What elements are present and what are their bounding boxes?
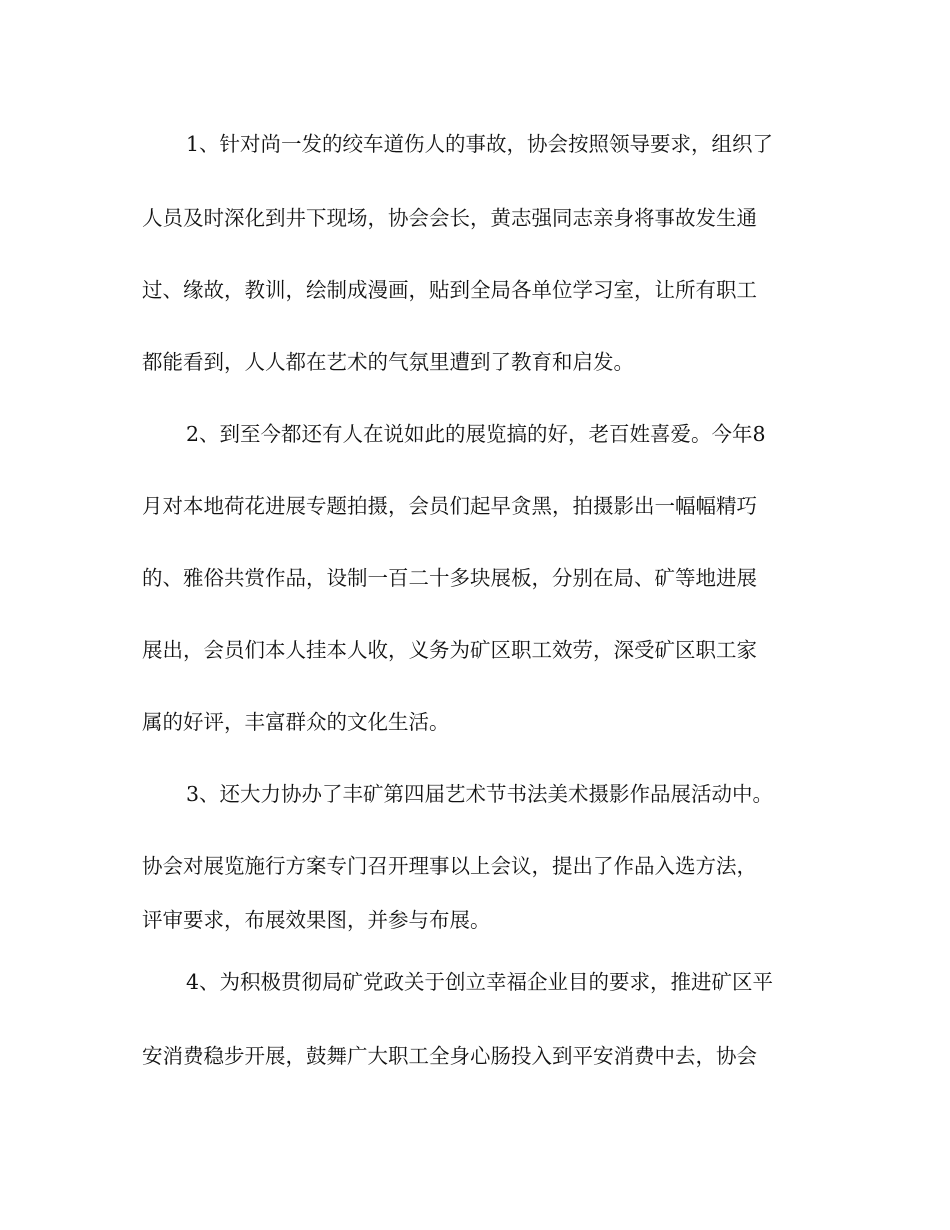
paragraph-1-line-2: 人员及时深化到井下现场，协会会长，黄志强同志亲身将事故发生通 <box>142 206 757 230</box>
paragraph-4-line-1: 4、为积极贯彻局矿党政关于创立幸福企业目的要求，推进矿区平 <box>186 970 774 994</box>
paragraph-2-line-5: 属的好评，丰富群众的文化生活。 <box>142 710 450 734</box>
paragraph-3-line-2: 协会对展览施行方案专门召开理事以上会议，提出了作品入选方法， <box>142 854 757 878</box>
paragraph-1-line-3: 过、缘故，教训，绘制成漫画，贴到全局各单位学习室，让所有职工 <box>142 278 757 302</box>
paragraph-2-line-1: 2、到至今都还有人在说如此的展览搞的好，老百姓喜爱。今年8 <box>186 422 766 446</box>
paragraph-3-line-1: 3、还大力协办了丰矿第四届艺术节书法美术摄影作品展活动中。 <box>186 782 774 806</box>
paragraph-1-line-4: 都能看到，人人都在艺术的气氛里遭到了教育和启发。 <box>142 350 634 374</box>
paragraph-2-line-4: 展出，会员们本人挂本人收，义务为矿区职工效劳，深受矿区职工家 <box>142 638 757 662</box>
paragraph-1-line-1: 1、针对尚一发的绞车道伤人的事故，协会按照领导要求，组织了 <box>186 132 774 156</box>
paragraph-4-line-2: 安消费稳步开展，鼓舞广大职工全身心肠投入到平安消费中去，协会 <box>142 1044 757 1068</box>
paragraph-3-line-3: 评审要求，布展效果图，并参与布展。 <box>142 908 491 932</box>
paragraph-2-line-3: 的、雅俗共赏作品，设制一百二十多块展板，分别在局、矿等地进展 <box>142 566 757 590</box>
paragraph-2-line-2: 月对本地荷花进展专题拍摄，会员们起早贪黑，拍摄影出一幅幅精巧 <box>142 494 757 518</box>
